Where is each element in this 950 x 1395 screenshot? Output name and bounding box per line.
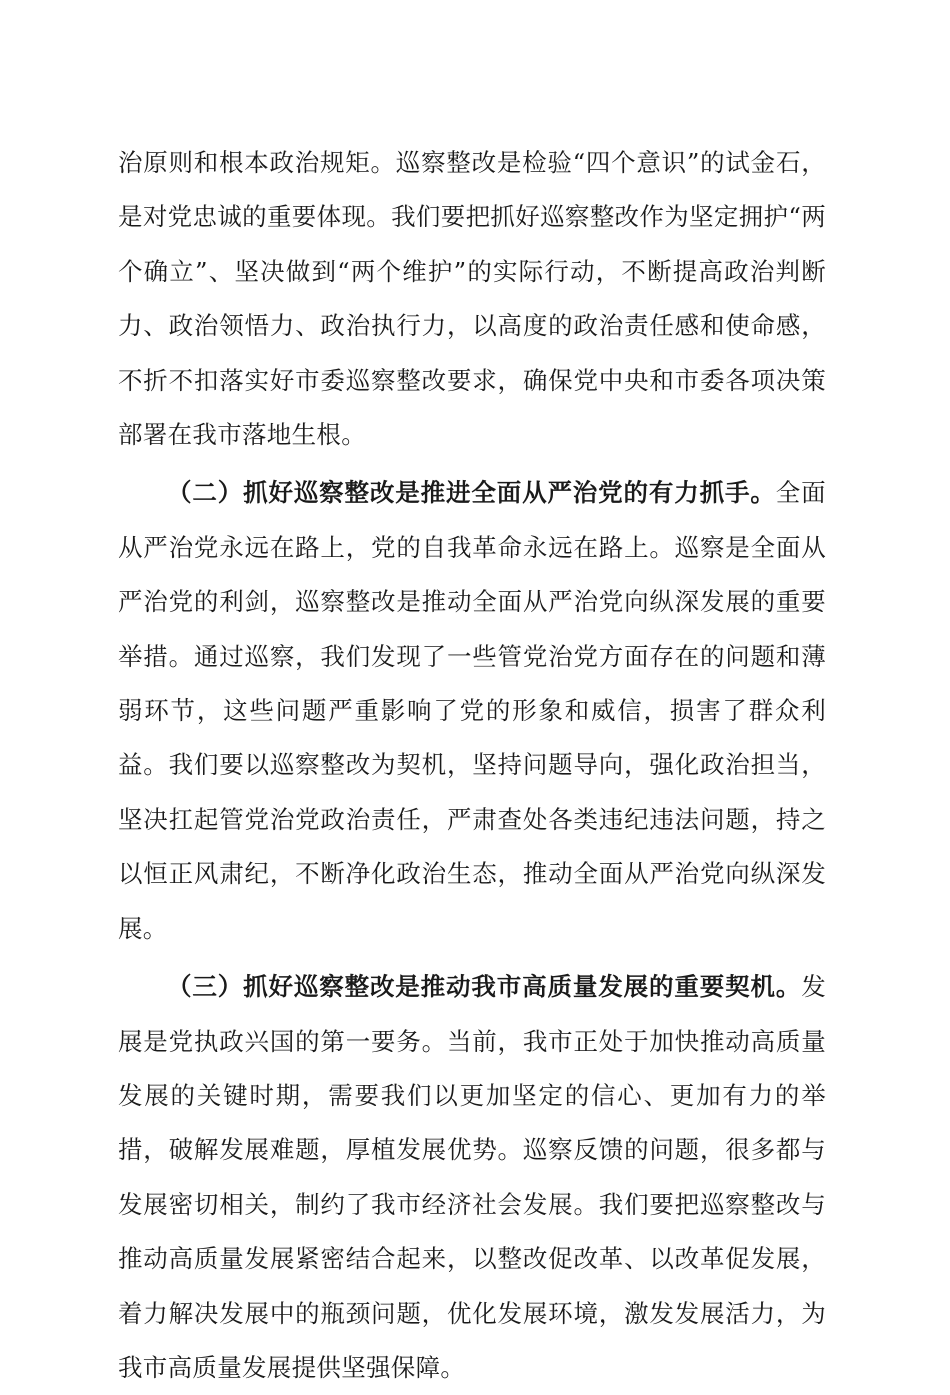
paragraph-section-2 [118,466,826,956]
paragraph-text: 发展是党执政兴国的第一要务。当前，我市正处于加快推动高质量发展的关键时期，需要我们以更加坚定的信心、更加有力的举措，破解发展难题，厚植发展优势。巡察反馈的问题，很多都与发展密切相关，制约了我市经济社会发展。我们要把巡察整改与推动高质量发展紧密结合起来，以整改促改革、以改革促发展，着力解决发展中的瓶颈问题，优化发展环境，激发发展活力，为我市高质量发展提供坚强保障。 [118,972,826,1382]
section-heading: （二）抓好巡察整改是推进全面从严治党的有力抓手。 [167,478,776,508]
paragraph-text: 治原则和根本政治规矩。巡察整改是检验“四个意识”的试金石，是对党忠诚的重要体现。我们要把抓好巡察整改作为坚定拥护“两个确立”、坚决做到“两个维护”的实际行动，不断提高政治判断力、政治领悟力、政治执行力，以高度的政治责任感和使命感，不折不扣落实好市委巡察整改要求，确保党中央和市委各项决策部署在我市落地生根。 [118,148,826,450]
paragraph-continuation [118,136,826,462]
paragraph-text: 全面从严治党永远在路上，党的自我革命永远在路上。巡察是全面从严治党的利剑，巡察整改是推动全面从严治党向纵深发展的重要举措。通过巡察，我们发现了一些管党治党方面存在的问题和薄弱环节，这些问题严重影响了党的形象和威信，损害了群众利益。我们要以巡察整改为契机，坚持问题导向，强化政治担当，坚决扛起管党治党政治责任，严肃查处各类违纪违法问题，持之以恒正风肃纪，不断净化政治生态，推动全面从严治党向纵深发展。 [118,478,826,943]
document-body [118,136,826,1395]
paragraph-section-3 [118,960,826,1395]
section-heading: （三）抓好巡察整改是推动我市高质量发展的重要契机。 [167,972,802,1002]
